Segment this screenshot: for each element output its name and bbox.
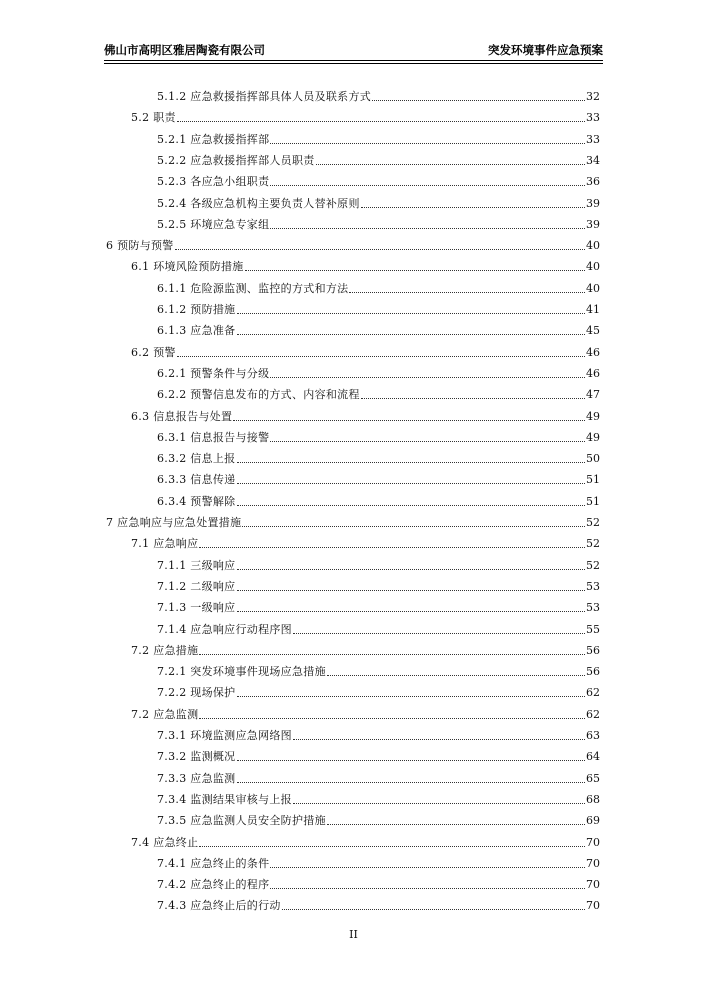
toc-entry-title: 7.4 应急终止 bbox=[131, 835, 199, 849]
toc-dot-leader bbox=[293, 739, 585, 740]
toc-dot-leader bbox=[361, 207, 585, 208]
toc-entry[interactable] bbox=[131, 531, 600, 551]
toc-dot-leader bbox=[270, 143, 585, 144]
toc-entry-page: 53 bbox=[586, 579, 600, 593]
header-rule-thin bbox=[104, 63, 603, 64]
toc-entry[interactable] bbox=[157, 127, 600, 147]
toc-dot-leader bbox=[199, 846, 585, 847]
toc-dot-leader bbox=[199, 547, 585, 548]
toc-dot-leader bbox=[177, 356, 585, 357]
toc-entry[interactable] bbox=[157, 361, 600, 381]
toc-dot-leader bbox=[270, 888, 585, 889]
toc-entry-title: 7.2.2 现场保护 bbox=[157, 686, 236, 700]
toc-entry[interactable] bbox=[157, 680, 600, 700]
toc-entry[interactable] bbox=[157, 595, 600, 615]
toc-entry-title: 6.3 信息报告与处置 bbox=[131, 409, 233, 423]
toc-entry[interactable] bbox=[106, 233, 600, 253]
toc-entry-page: 40 bbox=[586, 239, 600, 253]
toc-entry-page: 69 bbox=[586, 814, 600, 828]
toc-dot-leader bbox=[282, 909, 585, 910]
toc-entry-title: 5.2.3 各应急小组职责 bbox=[157, 175, 270, 189]
toc-entry-title: 7.1.1 三级响应 bbox=[157, 558, 236, 572]
toc-entry-page: 65 bbox=[586, 771, 600, 785]
toc-entry-page: 52 bbox=[586, 558, 600, 572]
toc-entry-page: 47 bbox=[586, 388, 600, 402]
toc-entry-page: 56 bbox=[586, 665, 600, 679]
toc-entry-title: 6.3.3 信息传递 bbox=[157, 473, 236, 487]
toc-dot-leader bbox=[233, 420, 585, 421]
header-company-name: 佛山市高明区雅居陶瓷有限公司 bbox=[104, 43, 265, 57]
toc-entry[interactable] bbox=[131, 254, 600, 274]
toc-entry-title: 5.2.4 各级应急机构主要负责人替补原则 bbox=[157, 196, 360, 210]
toc-entry[interactable] bbox=[157, 872, 600, 892]
toc-dot-leader bbox=[237, 696, 586, 697]
toc-entry-title: 7 应急响应与应急处置措施 bbox=[106, 516, 242, 529]
toc-entry-page: 49 bbox=[586, 430, 600, 444]
toc-entry-page: 56 bbox=[586, 643, 600, 657]
toc-dot-leader bbox=[237, 313, 586, 314]
toc-entry-page: 33 bbox=[586, 111, 600, 125]
toc-entry-page: 41 bbox=[586, 303, 600, 316]
toc-entry-page: 36 bbox=[586, 175, 600, 189]
toc-dot-leader bbox=[316, 164, 585, 165]
toc-entry[interactable] bbox=[157, 574, 600, 594]
toc-entry[interactable] bbox=[157, 467, 600, 487]
toc-dot-leader bbox=[199, 718, 585, 719]
toc-dot-leader bbox=[237, 334, 586, 335]
toc-dot-leader bbox=[237, 590, 586, 591]
toc-entry[interactable] bbox=[157, 787, 600, 807]
toc-entry[interactable] bbox=[157, 276, 600, 296]
toc-entry[interactable] bbox=[131, 830, 600, 850]
toc-entry-page: 62 bbox=[586, 686, 600, 700]
toc-entry-page: 63 bbox=[586, 729, 600, 742]
toc-entry-title: 5.2.5 环境应急专家组 bbox=[157, 217, 270, 231]
toc-dot-leader bbox=[361, 398, 585, 399]
toc-dot-leader bbox=[245, 270, 585, 271]
toc-entry-page: 33 bbox=[586, 132, 600, 146]
toc-entry[interactable] bbox=[157, 553, 600, 573]
toc-entry[interactable] bbox=[157, 318, 600, 338]
toc-entry-title: 7.3.2 监测概况 bbox=[157, 750, 236, 764]
toc-entry-page: 45 bbox=[586, 324, 600, 338]
toc-entry-page: 34 bbox=[586, 153, 600, 167]
toc-entry[interactable] bbox=[157, 744, 600, 764]
toc-entry-page: 68 bbox=[586, 792, 600, 806]
toc-entry-title: 6.3.2 信息上报 bbox=[157, 452, 236, 466]
toc-entry-title: 5.1.2 应急救援指挥部具体人员及联系方式 bbox=[157, 90, 372, 103]
toc-entry-title: 7.1.4 应急响应行动程序图 bbox=[157, 622, 292, 636]
toc-dot-leader bbox=[293, 633, 585, 634]
page-header bbox=[104, 38, 603, 58]
toc-entry[interactable] bbox=[157, 808, 600, 828]
toc-entry-page: 62 bbox=[586, 707, 600, 721]
toc-entry-title: 6.1.3 应急准备 bbox=[157, 324, 236, 338]
toc-entry-page: 55 bbox=[586, 622, 600, 636]
toc-entry-page: 40 bbox=[586, 260, 600, 274]
toc-entry-page: 40 bbox=[586, 281, 600, 295]
toc-dot-leader bbox=[270, 228, 585, 229]
toc-entry[interactable] bbox=[131, 340, 600, 360]
toc-entry-page: 70 bbox=[586, 835, 600, 849]
toc-entry-page: 52 bbox=[586, 516, 600, 529]
toc-entry[interactable] bbox=[157, 212, 600, 232]
toc-entry-page: 53 bbox=[586, 601, 600, 615]
toc-dot-leader bbox=[372, 100, 585, 101]
toc-entry-page: 70 bbox=[586, 878, 600, 892]
toc-entry-page: 39 bbox=[586, 217, 600, 231]
toc-entry-title: 5.2 职责 bbox=[131, 111, 176, 125]
toc-dot-leader bbox=[327, 675, 585, 676]
toc-entry-page: 39 bbox=[586, 196, 600, 210]
toc-entry-title: 7.1.3 一级响应 bbox=[157, 601, 236, 615]
toc-entry-title: 6.2.1 预警条件与分级 bbox=[157, 366, 270, 380]
toc-entry[interactable] bbox=[157, 893, 600, 913]
toc-entry-title: 7.1.2 二级响应 bbox=[157, 579, 236, 593]
toc-dot-leader bbox=[293, 803, 585, 804]
toc-dot-leader bbox=[270, 377, 585, 378]
toc-entry[interactable] bbox=[157, 297, 600, 317]
toc-entry-title: 7.3.4 监测结果审核与上报 bbox=[157, 792, 292, 806]
toc-entry-title: 6.2.2 预警信息发布的方式、内容和流程 bbox=[157, 388, 360, 402]
toc-entry-page: 49 bbox=[586, 409, 600, 423]
toc-dot-leader bbox=[270, 441, 585, 442]
toc-dot-leader bbox=[237, 462, 586, 463]
toc-entry-page: 52 bbox=[586, 537, 600, 551]
header-rule-thick bbox=[104, 60, 603, 61]
toc-dot-leader bbox=[177, 121, 585, 122]
toc-entry[interactable] bbox=[157, 851, 600, 871]
toc-dot-leader bbox=[349, 292, 585, 293]
toc-dot-leader bbox=[242, 526, 585, 527]
toc-entry-page: 51 bbox=[586, 494, 600, 508]
toc-entry-title: 7.2 应急监测 bbox=[131, 707, 199, 721]
toc-entry-title: 7.4.3 应急终止后的行动 bbox=[157, 899, 281, 913]
toc-entry[interactable] bbox=[157, 659, 600, 679]
toc-entry-title: 6.3.1 信息报告与接警 bbox=[157, 430, 270, 444]
toc-dot-leader bbox=[270, 185, 585, 186]
page-number: II bbox=[349, 928, 358, 941]
toc-entry-title: 6.3.4 预警解除 bbox=[157, 494, 236, 508]
header-document-title: 突发环境事件应急预案 bbox=[488, 43, 603, 57]
toc-entry-title: 7.2.1 突发环境事件现场应急措施 bbox=[157, 665, 326, 679]
toc-dot-leader bbox=[199, 654, 585, 655]
toc-dot-leader bbox=[237, 760, 586, 761]
toc-entry[interactable] bbox=[157, 446, 600, 466]
toc-entry[interactable] bbox=[157, 148, 600, 168]
toc-entry-page: 32 bbox=[586, 90, 600, 103]
toc-entry-page: 70 bbox=[586, 856, 600, 870]
toc-entry-title: 7.4.1 应急终止的条件 bbox=[157, 856, 270, 870]
toc-entry[interactable] bbox=[157, 84, 600, 104]
toc-entry-title: 7.4.2 应急终止的程序 bbox=[157, 878, 270, 892]
toc-entry[interactable] bbox=[131, 638, 600, 658]
toc-entry-title: 7.2 应急措施 bbox=[131, 643, 199, 657]
toc-entry[interactable] bbox=[157, 169, 600, 189]
toc-entry-title: 6.1.2 预防措施 bbox=[157, 303, 236, 316]
toc-entry-page: 50 bbox=[586, 452, 600, 466]
toc-entry-title: 5.2.1 应急救援指挥部 bbox=[157, 132, 270, 146]
toc-entry[interactable] bbox=[106, 510, 600, 530]
toc-dot-leader bbox=[327, 824, 585, 825]
toc-entry[interactable] bbox=[131, 404, 600, 424]
toc-entry[interactable] bbox=[131, 105, 600, 125]
toc-entry-title: 7.1 应急响应 bbox=[131, 537, 199, 551]
toc-entry[interactable] bbox=[157, 382, 600, 402]
toc-entry-title: 7.3.3 应急监测 bbox=[157, 771, 236, 785]
toc-dot-leader bbox=[175, 249, 585, 250]
toc-dot-leader bbox=[270, 867, 585, 868]
toc-entry-page: 64 bbox=[586, 750, 600, 764]
toc-entry[interactable] bbox=[131, 702, 600, 722]
toc-entry[interactable] bbox=[157, 425, 600, 445]
toc-entry[interactable] bbox=[157, 191, 600, 211]
toc-entry-page: 70 bbox=[586, 899, 600, 913]
toc-entry-title: 6 预防与预警 bbox=[106, 239, 174, 253]
toc-dot-leader bbox=[237, 782, 586, 783]
toc-entry[interactable] bbox=[157, 723, 600, 743]
toc-entry-title: 6.2 预警 bbox=[131, 345, 176, 359]
toc-entry-title: 7.3.1 环境监测应急网络图 bbox=[157, 729, 292, 742]
toc-entry-title: 7.3.5 应急监测人员安全防护措施 bbox=[157, 814, 326, 828]
toc-entry-page: 51 bbox=[586, 473, 600, 487]
toc-dot-leader bbox=[237, 483, 586, 484]
toc-entry-title: 6.1.1 危险源监测、监控的方式和方法 bbox=[157, 281, 349, 295]
toc-dot-leader bbox=[237, 569, 586, 570]
toc-entry-title: 5.2.2 应急救援指挥部人员职责 bbox=[157, 153, 315, 167]
toc-entry[interactable] bbox=[157, 766, 600, 786]
toc-dot-leader bbox=[237, 611, 586, 612]
toc-entry-page: 46 bbox=[586, 345, 600, 359]
toc-entry[interactable] bbox=[157, 489, 600, 509]
toc-entry-title: 6.1 环境风险预防措施 bbox=[131, 260, 244, 274]
toc-entry[interactable] bbox=[157, 617, 600, 637]
toc-entry-page: 46 bbox=[586, 366, 600, 380]
toc-dot-leader bbox=[237, 505, 586, 506]
